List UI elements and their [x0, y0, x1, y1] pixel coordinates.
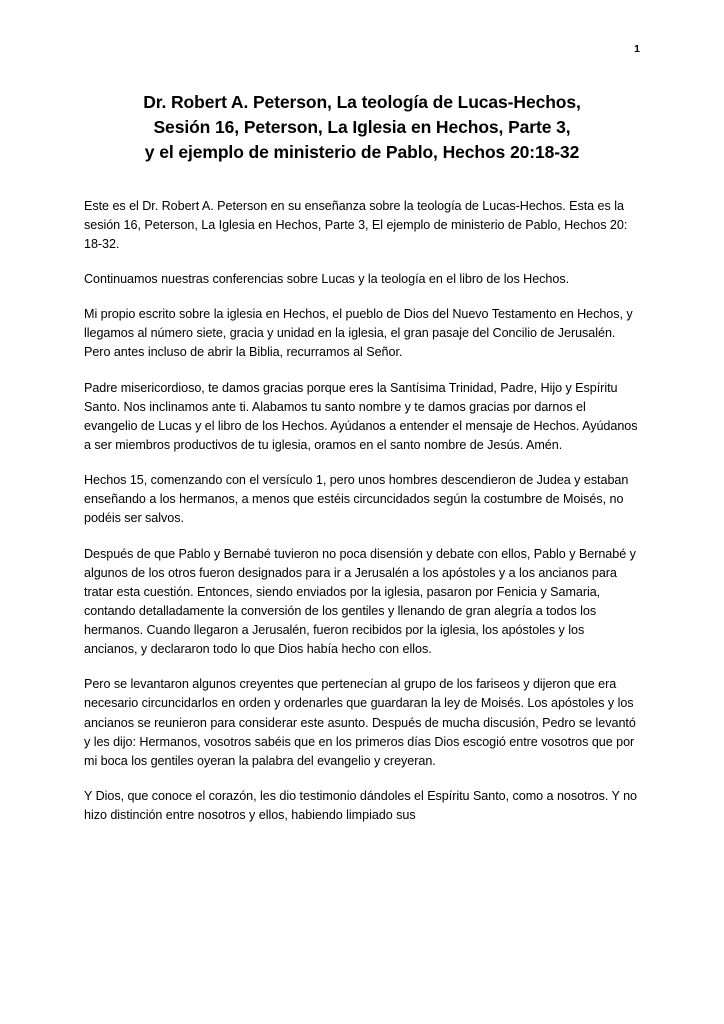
paragraph: Este es el Dr. Robert A. Peterson en su enseñanza sobre la teología de Lucas-Hechos. Esta es la sesión 16, Peterson, La Iglesia en Hechos, Parte 3, El ejemplo de ministerio de Pablo, Hechos 20: 18-32. — [84, 198, 628, 251]
paragraph: Mi propio escrito sobre la iglesia en Hechos, el pueblo de Dios del Nuevo Testamento en Hechos, y llegamos al número siete, gracia y unidad en la iglesia, el gran pasaje del Concilio de Jerusalén. Pero antes incluso de abrir la Biblia, recurramos al Señor. — [84, 307, 633, 360]
paragraph: Después de que Pablo y Bernabé tuvieron no poca disensión y debate con ellos, Pablo y Bernabé y algunos de los otros fueron designados para ir a Jerusalén a los apóstoles y a los ancianos para tratar esta cuestión. Entonces, siendo enviados por la iglesia, pasaron por Fenicia y Samaria, contando detalladamente la conversión de los gentiles y llenando de gran alegría a todos los hermanos. Cuando llegaron a Jerusalén, fueron recibidos por la iglesia, los apóstoles y los ancianos, y declararon todo lo que Dios había hecho con ellos. — [84, 546, 636, 657]
paragraph: Continuamos nuestras conferencias sobre Lucas y la teología en el libro de los Hechos. — [84, 271, 570, 286]
page-title — [84, 90, 640, 165]
document-body — [84, 197, 640, 826]
page-number: 1 — [634, 43, 640, 55]
paragraph: Pero se levantaron algunos creyentes que pertenecían al grupo de los fariseos y dijeron que era necesario circuncidarlos en orden y ordenarles que guardaran la ley de Moisés. Los apóstoles y los ancianos se reunieron para considerar este asunto. Después de mucha discusión, Pedro se levantó y les dijo: Hermanos, vosotros sabéis que en los primeros días Dios escogió entre vosotros que por mi boca los gentiles oyeran la palabra del evangelio y creyeran. — [84, 677, 636, 768]
title-line-2: Sesión 16, Peterson, La Iglesia en Hechos, Parte 3, — [153, 116, 571, 137]
paragraph: Hechos 15, comenzando con el versículo 1, pero unos hombres descendieron de Judea y estaban enseñando a los hermanos, a menos que estéis circuncidados según la costumbre de Moisés, no podéis ser salvos. — [84, 473, 629, 526]
paragraph: Padre misericordioso, te damos gracias porque eres la Santísima Trinidad, Padre, Hijo y Espíritu Santo. Nos inclinamos ante ti. Alabamos tu santo nombre y te damos gracias por darnos el evangelio de Lucas y el libro de los Hechos. Ayúdanos a entender el mensaje de Hechos. Ayúdanos a ser miembros productivos de tu iglesia, oramos en el santo nombre de Jesús. Amén. — [84, 380, 638, 452]
title-line-3: y el ejemplo de ministerio de Pablo, Hechos 20:18-32 — [144, 141, 580, 162]
paragraph: Y Dios, que conoce el corazón, les dio testimonio dándoles el Espíritu Santo, como a nosotros. Y no hizo distinción entre nosotros y ellos, habiendo limpiado sus — [84, 789, 638, 823]
title-line-1: Dr. Robert A. Peterson, La teología de Lucas-Hechos, — [143, 92, 581, 112]
